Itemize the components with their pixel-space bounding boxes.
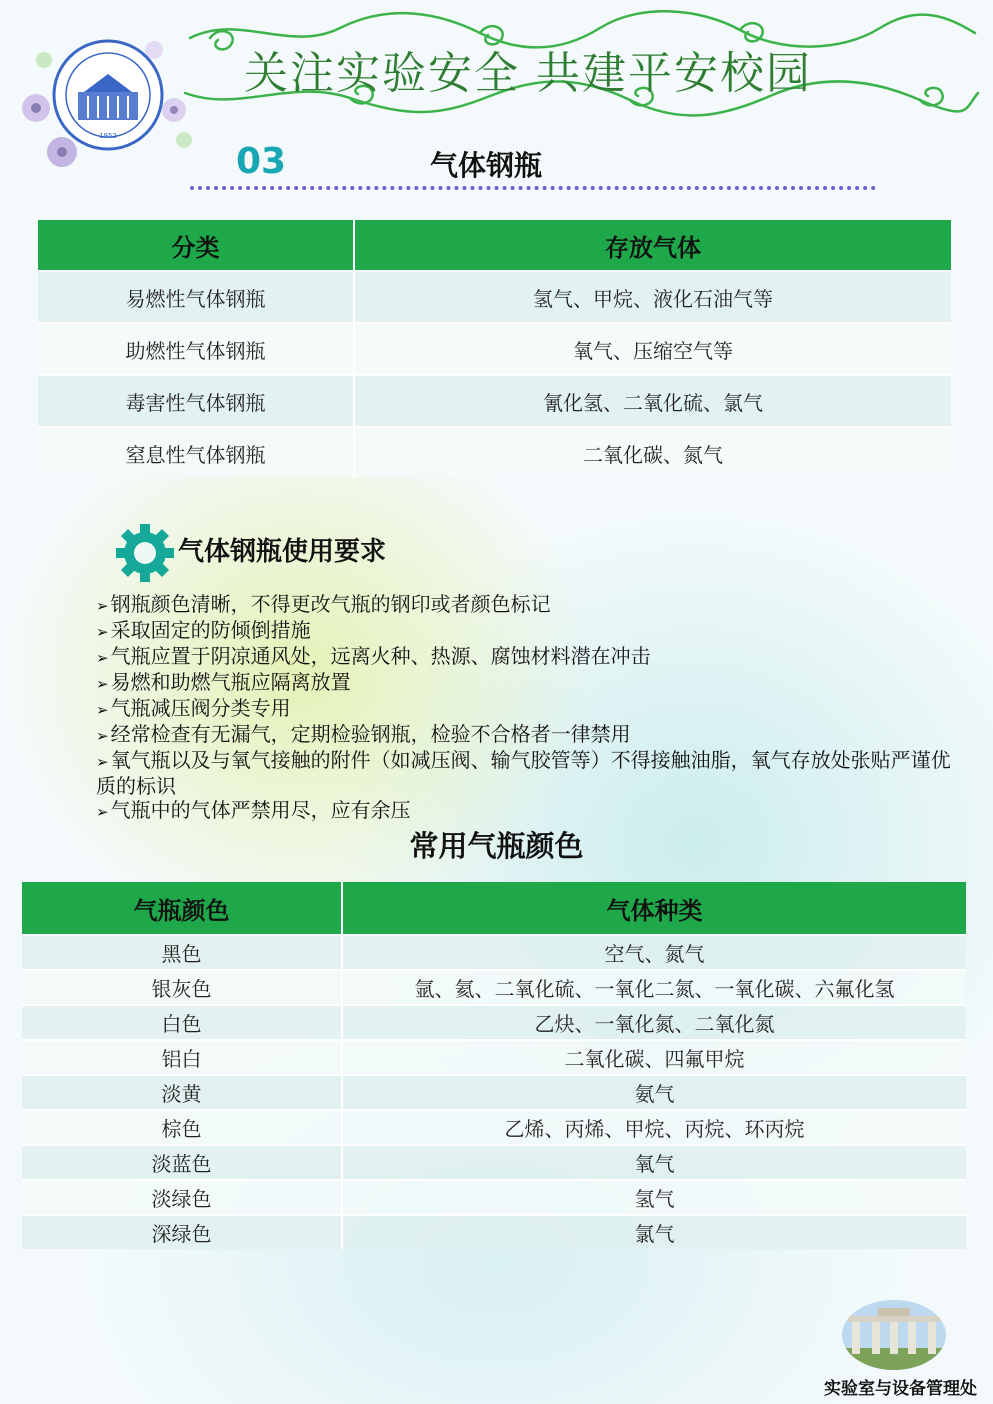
svg-text:1952: 1952 (99, 132, 117, 140)
list-item: ➢ 气瓶应置于阴凉通风处，远离火种、热源、腐蚀材料潜在冲击 (96, 644, 956, 670)
table-cell: 氢气、甲烷、液化石油气等 (354, 271, 951, 323)
table-row (22, 1040, 966, 1075)
gear-icon (116, 524, 174, 582)
list-item: ➢ 气瓶减压阀分类专用 (96, 696, 956, 722)
table-header-row (22, 882, 966, 935)
table-cell: 黑色 (22, 935, 342, 970)
list-item: ➢ 经常检查有无漏气，定期检验钢瓶，检验不合格者一律禁用 (96, 722, 956, 748)
table-cell: 氯气 (342, 1215, 966, 1249)
university-logo (14, 30, 194, 170)
table-cell: 淡蓝色 (22, 1145, 342, 1180)
table-cell: 乙炔、一氧化氮、二氧化氮 (342, 1005, 966, 1040)
list-item: ➢ 氧气瓶以及与氧气接触的附件（如减压阀、输气胶管等）不得接触油脂，氧气存放处张贴严谨优质的标识 (96, 748, 956, 798)
list-item: ➢ 易燃和助燃气瓶应隔离放置 (96, 670, 956, 696)
table-row (22, 1005, 966, 1040)
table-row (38, 427, 951, 478)
column-header: 气瓶颜色 (22, 882, 342, 935)
table-header-row (38, 220, 951, 271)
table-cell: 银灰色 (22, 970, 342, 1005)
table-row (22, 935, 966, 970)
table-cell: 淡绿色 (22, 1180, 342, 1215)
table-cell: 二氧化碳、四氟甲烷 (342, 1040, 966, 1075)
table-cell: 乙烯、丙烯、甲烷、丙烷、环丙烷 (342, 1110, 966, 1145)
column-header: 气体种类 (342, 882, 966, 935)
table-cell: 空气、氮气 (342, 935, 966, 970)
table-cell: 白色 (22, 1005, 342, 1040)
table-cell: 棕色 (22, 1110, 342, 1145)
table-row (22, 1215, 966, 1249)
table-cell: 氧气、压缩空气等 (354, 323, 951, 375)
section-number: 03 (236, 141, 287, 182)
table-row (22, 1075, 966, 1110)
requirements-list (96, 592, 956, 824)
table-cell: 二氧化碳、氮气 (354, 427, 951, 478)
table-cell: 氢气 (342, 1180, 966, 1215)
table-cell: 窒息性气体钢瓶 (38, 427, 354, 478)
section-title: 气体钢瓶 (430, 149, 543, 182)
table-cell: 毒害性气体钢瓶 (38, 375, 354, 427)
table-cell: 淡黄 (22, 1075, 342, 1110)
table-cell: 氩、氦、二氧化硫、一氧化二氮、一氧化碳、六氟化氢 (342, 970, 966, 1005)
table-row (22, 1145, 966, 1180)
table-cell: 助燃性气体钢瓶 (38, 323, 354, 375)
list-item: ➢ 采取固定的防倾倒措施 (96, 618, 956, 644)
cylinder-classification-table (38, 220, 951, 478)
table-row (22, 970, 966, 1005)
department-name: 实验室与设备管理处 (824, 1379, 977, 1399)
list-item: ➢ 钢瓶颜色清晰，不得更改气瓶的钢印或者颜色标记 (96, 592, 956, 618)
table-row (38, 271, 951, 323)
table-cell: 氧气 (342, 1145, 966, 1180)
table-row (22, 1110, 966, 1145)
table-row (22, 1180, 966, 1215)
table-cell: 易燃性气体钢瓶 (38, 271, 354, 323)
table-row (38, 375, 951, 427)
cylinder-colors-heading: 常用气瓶颜色 (409, 829, 584, 863)
list-item: ➢ 气瓶中的气体严禁用尽，应有余压 (96, 798, 956, 824)
requirements-heading: 气体钢瓶使用要求 (178, 537, 387, 567)
table-cell: 氨气 (342, 1075, 966, 1110)
table-cell: 深绿色 (22, 1215, 342, 1249)
column-header: 分类 (38, 220, 354, 271)
table-cell: 铝白 (22, 1040, 342, 1075)
page-title: 关注实验安全 共建平安校园 (244, 48, 812, 99)
table-cell: 氰化氢、二氧化硫、氯气 (354, 375, 951, 427)
column-header: 存放气体 (354, 220, 951, 271)
section-divider (190, 186, 876, 190)
campus-gate-photo (842, 1300, 946, 1370)
table-row (38, 323, 951, 375)
cylinder-colors-table (22, 882, 966, 1249)
